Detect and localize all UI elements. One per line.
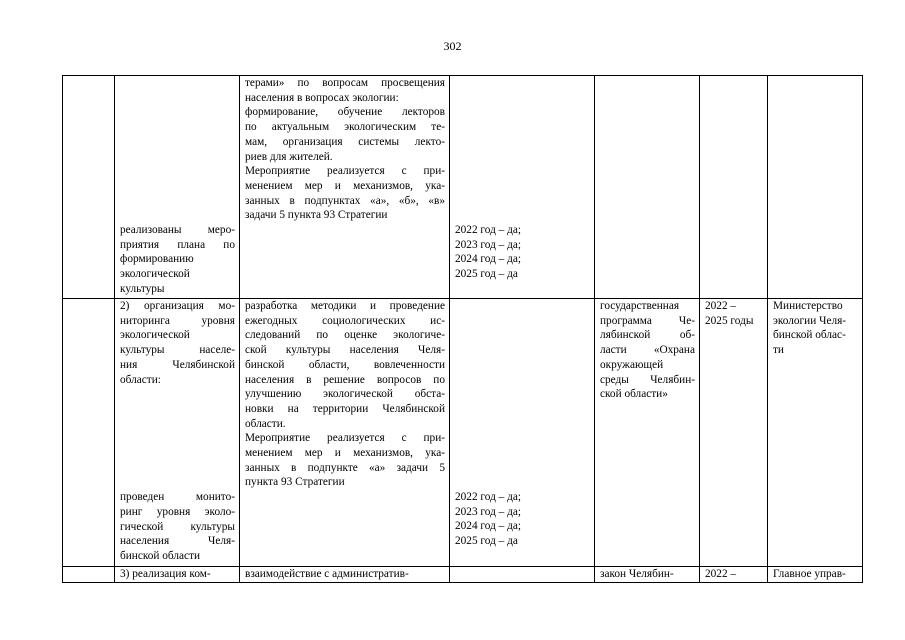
text-line: 2022 год – да;	[455, 491, 522, 503]
text-line: Министерство	[773, 300, 843, 312]
indicator-text	[455, 490, 590, 549]
text-line: менением мер и механизмов, ука-	[245, 179, 445, 192]
text-line: разработка методики и проведение	[245, 300, 445, 312]
table-row	[63, 299, 863, 567]
cell-responsible	[768, 299, 863, 567]
activity-text	[245, 299, 445, 490]
cell-source	[595, 299, 700, 567]
text-line: Главное управ-	[773, 568, 846, 580]
text-line: улучшению экологической обста-	[245, 388, 445, 401]
text-line: проведен монито-	[120, 491, 235, 504]
period-text	[705, 567, 763, 582]
text-line: по актуальным экологическим те-	[245, 121, 445, 134]
cell-result	[115, 567, 240, 583]
task-text	[120, 567, 235, 582]
cell-indicator	[450, 567, 595, 583]
source-text	[600, 567, 695, 582]
indicator-text	[455, 223, 590, 282]
cell-period	[700, 567, 768, 583]
text-line: экологической	[120, 329, 190, 342]
text-line: следований по оценке экологиче-	[245, 329, 445, 342]
responsible-text	[773, 567, 858, 582]
cell-activity	[240, 567, 450, 583]
text-line: занных в подпунктах «а», «б», «в»	[245, 194, 445, 207]
cell-indicator	[450, 299, 595, 567]
text-line: 2024 год – да;	[455, 520, 522, 533]
cell-period	[700, 76, 768, 299]
activity-text	[245, 76, 445, 223]
result-text	[120, 490, 235, 564]
page-number: 302	[443, 39, 462, 53]
text-line: взаимодействие с административ-	[245, 568, 409, 580]
text-line: Мероприятие реализуется с при-	[245, 165, 445, 178]
cell-activity	[240, 299, 450, 567]
text-line: лябинской об-	[600, 329, 695, 342]
spacer	[455, 76, 590, 223]
spacer	[120, 387, 235, 490]
text-line: ния Челябинской	[120, 358, 235, 371]
program-table	[62, 75, 863, 583]
text-line: 2022 –	[705, 568, 737, 580]
text-line: ской области»	[600, 388, 668, 401]
text-line: 2022 –	[705, 300, 737, 312]
text-line: 2) организация мо-	[120, 300, 235, 312]
text-line: формированию	[120, 253, 194, 266]
period-text	[705, 299, 763, 328]
text-line: программа Че-	[600, 314, 695, 327]
cell-source	[595, 567, 700, 583]
text-line: населения Челя-	[120, 535, 235, 548]
cell-result	[115, 76, 240, 299]
table-row	[63, 567, 863, 583]
text-line: населения в вопросах экологии:	[245, 91, 399, 104]
text-line: пункта 93 Стратегии	[245, 476, 345, 489]
cell-period	[700, 299, 768, 567]
text-line: 2025 годы	[705, 314, 754, 327]
text-line: задачи 5 пункта 93 Стратегии	[245, 209, 388, 222]
text-line: ежегодных социологических ис-	[245, 314, 445, 327]
text-line: бинской облас-	[773, 329, 846, 342]
text-line: ринг уровня эколо-	[120, 505, 235, 518]
text-line: бинской области, вовлеченности	[245, 358, 445, 371]
text-line: новки на территории Челябинской	[245, 402, 445, 415]
text-line: экологии Челя-	[773, 314, 847, 327]
text-line: мам, организация системы лекто-	[245, 135, 445, 148]
text-line: 2023 год – да;	[455, 505, 522, 518]
text-line: культуры населе-	[120, 344, 235, 357]
text-line: 2024 год – да;	[455, 253, 522, 266]
spacer	[455, 299, 590, 490]
responsible-text	[773, 299, 858, 358]
text-line: Мероприятие реализуется с при-	[245, 432, 445, 445]
text-line: населения в решение вопросов по	[245, 373, 445, 386]
text-line: экологической	[120, 268, 190, 281]
cell-source	[595, 76, 700, 299]
text-line: бинской области	[120, 550, 201, 563]
task-text	[120, 299, 235, 387]
text-line: окружающей	[600, 358, 664, 371]
cell-responsible	[768, 76, 863, 299]
cell-result	[115, 299, 240, 567]
text-line: культуры	[120, 282, 165, 295]
cell-empty	[63, 567, 115, 583]
cell-activity	[240, 76, 450, 299]
text-line: среды Челябин-	[600, 373, 695, 386]
cell-empty	[63, 76, 115, 299]
text-line: ти	[773, 344, 784, 357]
text-line: области.	[245, 417, 286, 430]
text-line: ниторинга уровня	[120, 314, 235, 327]
text-line: приятия плана по	[120, 238, 235, 251]
text-line: терами» по вопросам просвещения	[245, 77, 445, 89]
text-line: 2025 год – да	[455, 535, 518, 548]
text-line: государственная	[600, 300, 680, 312]
text-line: 2023 год – да;	[455, 238, 522, 251]
cell-empty	[63, 299, 115, 567]
spacer	[120, 76, 235, 223]
cell-responsible	[768, 567, 863, 583]
text-line: области:	[120, 373, 161, 386]
text-line: 2025 год – да	[455, 268, 518, 281]
text-line: менением мер и механизмов, ука-	[245, 447, 445, 460]
activity-text	[245, 567, 445, 582]
text-line: 2022 год – да;	[455, 224, 522, 236]
result-text	[120, 223, 235, 297]
text-line: риев для жителей.	[245, 150, 333, 163]
text-line: формирование, обучение лекторов	[245, 106, 445, 119]
text-line: ской культуры населения Челя-	[245, 344, 445, 357]
table-row	[63, 76, 863, 299]
text-line: гической культуры	[120, 520, 235, 533]
cell-indicator	[450, 76, 595, 299]
text-line: занных в подпункте «а» задачи 5	[245, 461, 445, 474]
text-line: реализованы меро-	[120, 224, 235, 236]
text-line: закон Челябин-	[600, 568, 674, 580]
text-line: ласти «Охрана	[600, 344, 695, 357]
text-line: 3) реализация ком-	[120, 568, 211, 580]
source-text	[600, 299, 695, 402]
